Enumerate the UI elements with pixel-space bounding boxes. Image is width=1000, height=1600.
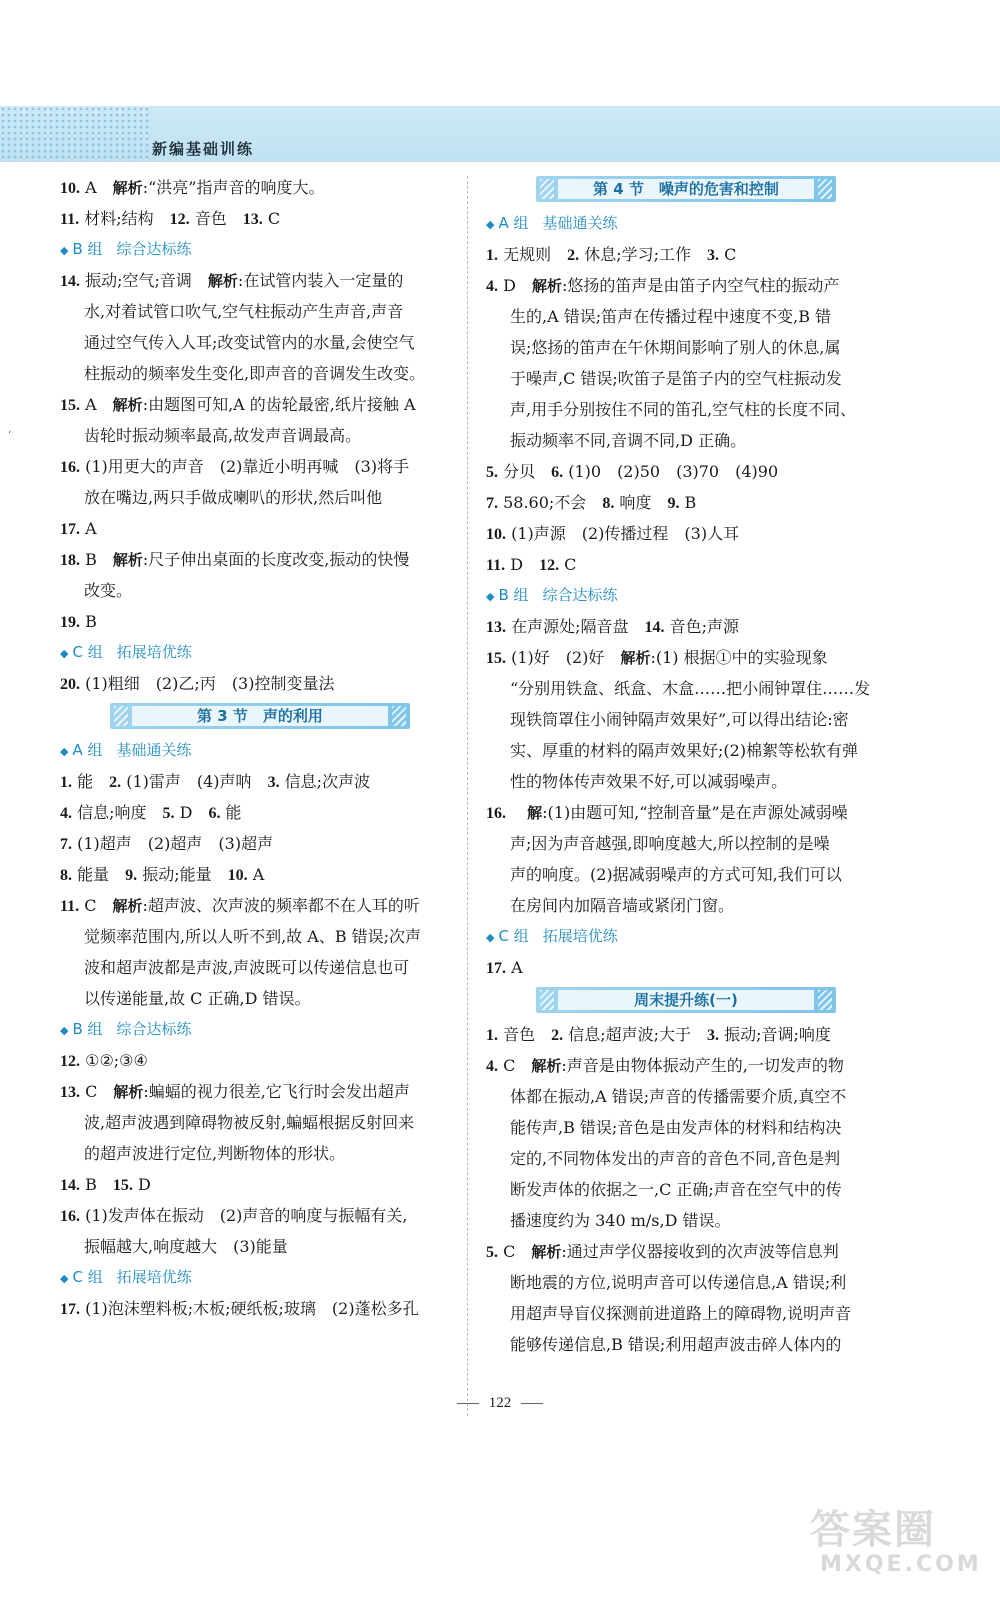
left-column	[60, 172, 460, 1324]
answer-text: C	[267, 209, 281, 228]
question-number: 13.	[60, 1084, 80, 1101]
answer-line	[486, 518, 886, 549]
group-label: 拓展培优练	[116, 643, 192, 661]
question-number: 12.	[169, 211, 190, 228]
answer-text: 信息;次声波	[284, 772, 371, 791]
question-number: 2.	[109, 774, 122, 791]
answer-text: D	[137, 1175, 151, 1194]
section-title: 第 4 节 噪声的危害和控制	[558, 179, 814, 199]
analysis-keyword: 解析	[112, 396, 143, 414]
question-number: 5.	[486, 464, 498, 481]
banner-stripe-right	[818, 179, 832, 199]
question-number: 18.	[60, 552, 80, 569]
answer-line	[486, 1236, 886, 1267]
group-heading	[60, 234, 460, 265]
analysis-keyword: 解析	[531, 1243, 562, 1261]
question-number: 16.	[60, 459, 80, 476]
answer-text: C	[564, 555, 577, 574]
analysis-keyword: 解析	[113, 1083, 144, 1101]
answer-line	[60, 265, 460, 296]
section-title: 第 3 节 声的利用	[132, 706, 388, 726]
answer-line	[486, 456, 886, 487]
answer-line	[60, 766, 460, 797]
answer-text: C	[724, 245, 737, 264]
answer-text: C	[84, 896, 97, 915]
analysis-keyword: 解析	[620, 649, 651, 667]
answer-text: ①②;③④	[85, 1051, 148, 1070]
answer-continuation: 声的响度。(2)据减弱噪声的方式可知,我们可以	[510, 865, 842, 884]
watermark-text: 答案圈	[810, 1507, 936, 1553]
group-label: 基础通关练	[542, 214, 618, 232]
question-number: 11.	[60, 211, 80, 228]
analysis-keyword: 解析	[112, 551, 143, 569]
analysis-keyword: 解析	[112, 897, 143, 915]
diamond-icon: ◆	[486, 590, 495, 603]
answer-text: (1)声源 (2)传播过程 (3)人耳	[511, 524, 740, 543]
banner-bar	[110, 703, 410, 729]
answer-line	[60, 828, 460, 859]
answer-continuation: 播速度约为 340 m/s,D 错误。	[510, 1211, 731, 1230]
question-number: 2.	[551, 1027, 564, 1044]
watermark-logo	[800, 1490, 980, 1590]
answer-text: 材料;结构	[84, 209, 154, 228]
question-number: 10.	[227, 867, 248, 884]
answer-line	[486, 1050, 886, 1081]
answer-text: (1)超声 (2)超声 (3)超声	[77, 834, 274, 853]
group-label: 综合达标练	[116, 240, 192, 258]
diamond-icon: ◆	[60, 1024, 69, 1037]
question-number: 14.	[644, 619, 665, 636]
analysis-keyword: 解	[527, 804, 543, 822]
analysis-text: :通过声学仪器接收到的次声波等信息判	[561, 1242, 839, 1261]
margin-mark: ‘	[8, 430, 12, 441]
answer-text: (1)好 (2)好	[511, 648, 605, 667]
answer-line	[60, 203, 460, 234]
banner-bar	[536, 987, 836, 1013]
group-heading	[60, 735, 460, 766]
answer-continuation: 的超声波进行定位,判断物体的形状。	[84, 1144, 346, 1163]
question-number: 13.	[486, 619, 506, 636]
group-name: B 组	[72, 240, 103, 258]
analysis-keyword: 解析	[207, 272, 238, 290]
answer-text: 休息;学习;工作	[584, 245, 692, 264]
answer-text: 能量	[77, 865, 110, 884]
question-number: 1.	[60, 774, 72, 791]
analysis-text: :(1)由题可知,“控制音量”是在声源处减弱噪	[542, 803, 848, 822]
answer-text: D	[503, 276, 516, 295]
question-number: 15.	[60, 397, 80, 414]
answer-line	[60, 797, 460, 828]
diamond-icon: ◆	[60, 244, 69, 257]
question-number: 6.	[208, 805, 221, 822]
question-number: 1.	[486, 247, 498, 264]
answer-continuation: 以传递能量,故 C 正确,D 错误。	[84, 989, 311, 1008]
answer-text: 58.60;不会	[503, 493, 587, 512]
answer-text: 分贝	[503, 462, 536, 481]
answer-text: C	[503, 1056, 516, 1075]
answer-text: A	[252, 865, 265, 884]
answer-line	[60, 859, 460, 890]
answer-line	[60, 451, 460, 482]
question-number: 15.	[112, 1177, 133, 1194]
answer-text: 响度	[619, 493, 652, 512]
group-label: 基础通关练	[116, 741, 192, 759]
answer-text: 音色	[503, 1025, 536, 1044]
answer-line	[486, 270, 886, 301]
question-number: 12.	[60, 1053, 80, 1070]
answer-text: B	[85, 550, 97, 569]
answer-continuation: 断地震的方位,说明声音可以传递信息,A 错误;利	[510, 1273, 847, 1292]
banner-bar	[536, 176, 836, 202]
group-heading	[486, 580, 886, 611]
answer-continuation: 放在嘴边,两只手做成喇叭的形状,然后叫他	[84, 488, 383, 507]
answer-continuation: 体都在振动,A 错误;声音的传播需要介质,真空不	[510, 1087, 847, 1106]
question-number: 20.	[60, 676, 80, 693]
analysis-text: :超声波、次声波的频率都不在人耳的听	[142, 896, 420, 915]
question-number: 19.	[60, 614, 80, 631]
answer-text: D	[179, 803, 193, 822]
group-heading	[486, 921, 886, 952]
answer-line	[486, 642, 886, 673]
group-heading	[60, 637, 460, 668]
answer-text: 振动;能量	[142, 865, 212, 884]
answer-continuation: 柱振动的频率发生变化,即声音的音调发生改变。	[84, 364, 426, 383]
header-dot-pattern	[0, 106, 150, 162]
answer-text: 能	[225, 803, 242, 822]
answer-continuation: 于噪声,C 错误;吹笛子是笛子内的空气柱振动发	[510, 369, 842, 388]
answer-line	[486, 797, 886, 828]
answer-line	[486, 549, 886, 580]
question-number: 14.	[60, 273, 80, 290]
answer-text: (1)发声体在振动 (2)声音的响度与振幅有关,	[85, 1206, 408, 1225]
answer-text: B	[684, 493, 697, 512]
banner-stripe-left	[540, 990, 554, 1010]
answer-text: 振动;空气;音调	[85, 271, 192, 290]
analysis-text: :由题图可知,A 的齿轮最密,纸片接触 A	[142, 395, 416, 414]
answer-continuation: 通过空气传入人耳;改变试管内的水量,会使空气	[84, 333, 415, 352]
header-title: 新编基础训练	[152, 140, 255, 158]
question-number: 10.	[60, 180, 80, 197]
answer-text: 音色	[194, 209, 227, 228]
section-banner	[486, 983, 886, 1019]
group-label: 综合达标练	[116, 1020, 192, 1038]
answer-text: 信息;响度	[77, 803, 147, 822]
answer-line	[486, 1019, 886, 1050]
question-number: 10.	[486, 526, 506, 543]
banner-stripe-left	[114, 706, 128, 726]
answer-line	[60, 544, 460, 575]
question-number: 8.	[60, 867, 72, 884]
answer-continuation: 实、厚重的材料的隔声效果好;(2)棉絮等松软有弹	[510, 741, 859, 760]
answer-line	[486, 487, 886, 518]
diamond-icon: ◆	[60, 1272, 69, 1285]
analysis-text: :尺子伸出桌面的长度改变,振动的快慢	[142, 550, 410, 569]
answer-line	[486, 952, 886, 983]
answer-continuation: 误;悠扬的笛声在午休期间影响了别人的休息,属	[510, 338, 841, 357]
question-number: 4.	[486, 1058, 498, 1075]
answer-continuation: 觉频率范围内,所以人听不到,故 A、B 错误;次声	[84, 927, 422, 946]
analysis-text: :声音是由物体振动产生的,一切发声的物	[561, 1056, 844, 1075]
question-number: 15.	[486, 650, 506, 667]
question-number: 2.	[567, 247, 580, 264]
group-label: 综合达标练	[542, 586, 618, 604]
question-number: 11.	[60, 898, 80, 915]
answer-continuation: 波,超声波遇到障碍物被反射,蝙蝠根据反射回来	[84, 1113, 415, 1132]
answer-continuation: 现铁筒罩住小闹钟隔声效果好”,可以得出结论:密	[510, 710, 849, 729]
answer-text: 能	[77, 772, 94, 791]
page-number	[0, 1395, 1000, 1412]
question-number: 5.	[486, 1244, 498, 1261]
answer-line	[60, 1076, 460, 1107]
question-number: 14.	[60, 1177, 80, 1194]
question-number: 4.	[486, 278, 498, 295]
section-title: 周末提升练(一)	[558, 990, 814, 1010]
answer-text: (1)雷声 (4)声呐	[126, 772, 252, 791]
answer-line	[60, 606, 460, 637]
answer-text: 无规则	[503, 245, 552, 264]
question-number: 17.	[486, 960, 506, 977]
answer-continuation: 波和超声波都是声波,声波既可以传递信息也可	[84, 958, 410, 977]
diamond-icon: ◆	[486, 931, 495, 944]
answer-continuation: 声,用手分别按住不同的笛孔,空气柱的长度不同、	[510, 400, 857, 419]
question-number: 4.	[60, 805, 72, 822]
answer-text: A	[85, 178, 97, 197]
answer-text: (1)0 (2)50 (3)70 (4)90	[568, 462, 779, 481]
group-name: B 组	[498, 586, 529, 604]
answer-text: D	[510, 555, 524, 574]
analysis-keyword: 解析	[112, 179, 143, 197]
diamond-icon: ◆	[60, 745, 69, 758]
question-number: 17.	[60, 521, 80, 538]
question-number: 16.	[486, 805, 506, 822]
answer-line	[60, 1200, 460, 1231]
question-number: 7.	[486, 495, 498, 512]
watermark-url: MXQE.COM	[820, 1552, 982, 1577]
analysis-text: :蝙蝠的视力很差,它飞行时会发出超声	[143, 1082, 410, 1101]
question-number: 1.	[486, 1027, 498, 1044]
group-name: C 组	[72, 1268, 103, 1286]
answer-continuation: 能够传递信息,B 错误;利用超声波击碎人体内的	[510, 1335, 842, 1354]
answer-continuation: 振幅越大,响度越大 (3)能量	[84, 1237, 288, 1256]
answer-line	[60, 1169, 460, 1200]
diamond-icon: ◆	[60, 647, 69, 660]
group-heading	[486, 208, 886, 239]
question-number: 7.	[60, 836, 72, 853]
group-name: B 组	[72, 1020, 103, 1038]
group-name: A 组	[498, 214, 529, 232]
column-divider	[467, 176, 468, 1416]
answer-line	[60, 172, 460, 203]
group-heading	[60, 1014, 460, 1045]
answer-text: 振动;音调;响度	[724, 1025, 831, 1044]
answer-text: (1)粗细 (2)乙;丙 (3)控制变量法	[85, 674, 335, 693]
answer-text: C	[85, 1082, 98, 1101]
page-number-text: 122	[488, 1395, 512, 1411]
analysis-keyword: 解析	[531, 277, 562, 295]
question-number: 13.	[242, 211, 263, 228]
answer-text: 在声源处;隔音盘	[511, 617, 629, 636]
answer-line	[60, 890, 460, 921]
group-heading	[60, 1262, 460, 1293]
analysis-keyword: 解析	[531, 1057, 562, 1075]
banner-stripe-right	[818, 990, 832, 1010]
answer-line	[486, 611, 886, 642]
right-column	[486, 172, 886, 1360]
group-label: 拓展培优练	[542, 927, 618, 945]
answer-text: C	[503, 1242, 516, 1261]
answer-continuation: 在房间内加隔音墙或紧闭门窗。	[510, 896, 735, 915]
answer-continuation: 振动频率不同,音调不同,D 正确。	[510, 431, 747, 450]
header-band	[0, 106, 1000, 162]
answer-text: A	[85, 395, 97, 414]
group-label: 拓展培优练	[116, 1268, 192, 1286]
answer-continuation: 性的物体传声效果不好,可以减弱噪声。	[510, 772, 788, 791]
answer-continuation: 齿轮时振动频率最高,故发声音调最高。	[84, 426, 362, 445]
question-number: 3.	[707, 247, 720, 264]
answer-line	[486, 239, 886, 270]
question-number: 9.	[667, 495, 680, 512]
answer-text: B	[85, 612, 97, 631]
question-number: 6.	[551, 464, 564, 481]
analysis-text: :悠扬的笛声是由笛子内空气柱的振动产	[561, 276, 840, 295]
answer-continuation: 用超声导盲仪探测前进道路上的障碍物,说明声音	[510, 1304, 852, 1323]
analysis-text: :在试管内装入一定量的	[237, 271, 404, 290]
analysis-text: :(1) 根据①中的实验现象	[650, 648, 828, 667]
answer-text: B	[85, 1175, 97, 1194]
answer-text: (1)泡沫塑料板;木板;硬纸板;玻璃 (2)蓬松多孔	[85, 1299, 419, 1318]
answer-continuation: 生的,A 错误;笛声在传播过程中速度不变,B 错	[510, 307, 832, 326]
question-number: 8.	[602, 495, 615, 512]
answer-continuation: 能传声,B 错误;音色是由发声体的材料和结构决	[510, 1118, 842, 1137]
answer-continuation: “分别用铁盒、纸盒、木盒……把小闹钟罩住……发	[510, 679, 871, 698]
answer-continuation: 改变。	[84, 581, 133, 600]
answer-continuation: 水,对着试管口吹气,空气柱振动产生声音,声音	[84, 302, 404, 321]
answer-text: 信息;超声波;大于	[568, 1025, 692, 1044]
question-number: 11.	[486, 557, 506, 574]
answer-text: A	[85, 519, 97, 538]
answer-line	[60, 1293, 460, 1324]
answer-line	[60, 668, 460, 699]
group-name: A 组	[72, 741, 103, 759]
question-number: 16.	[60, 1208, 80, 1225]
question-number: 17.	[60, 1301, 80, 1318]
section-banner	[486, 172, 886, 208]
answer-text: 音色;声源	[669, 617, 740, 636]
answer-text: A	[511, 958, 523, 977]
question-number: 5.	[162, 805, 175, 822]
question-number: 3.	[707, 1027, 720, 1044]
banner-stripe-right	[392, 706, 406, 726]
answer-line	[60, 389, 460, 420]
analysis-text: :“洪亮”指声音的响度大。	[142, 178, 325, 197]
question-number: 9.	[125, 867, 138, 884]
question-number: 3.	[267, 774, 280, 791]
group-name: C 组	[498, 927, 529, 945]
answer-continuation: 声;因为声音越强,即响度越大,所以控制的是噪	[510, 834, 830, 853]
question-number: 12.	[539, 557, 560, 574]
answer-continuation: 断发声体的依据之一,C 正确;声音在空气中的传	[510, 1180, 842, 1199]
answer-text: (1)用更大的声音 (2)靠近小明再喊 (3)将手	[85, 457, 410, 476]
answer-line	[60, 1045, 460, 1076]
group-name: C 组	[72, 643, 103, 661]
diamond-icon: ◆	[486, 218, 495, 231]
banner-stripe-left	[540, 179, 554, 199]
answer-line	[60, 513, 460, 544]
section-banner	[60, 699, 460, 735]
answer-continuation: 定的,不同物体发出的声音的音色不同,音色是判	[510, 1149, 841, 1168]
